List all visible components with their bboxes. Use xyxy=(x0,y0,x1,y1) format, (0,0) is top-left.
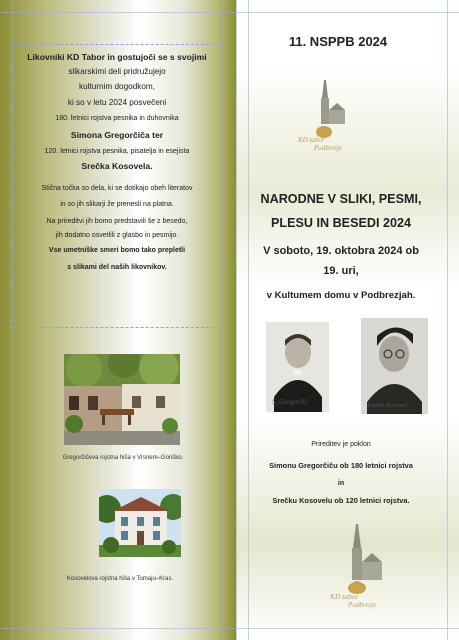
dedication-line2: Simonu Gregorčiču ob 180 letnici rojstva xyxy=(269,461,413,470)
gregorcic-signature: S. Gregorčič xyxy=(272,398,308,406)
intro-line: Likovniki KD Tabor in gostujoči se s svojimi xyxy=(27,52,207,62)
guide-line xyxy=(248,0,249,640)
kd-tabor-logo-bottom xyxy=(328,520,398,612)
guide-line xyxy=(447,0,448,640)
kosovel-portrait xyxy=(361,318,428,414)
event-headline-1: NARODNE V SLIKI, PESMI, xyxy=(260,192,422,206)
dedication-line1: Prireditev je poklon xyxy=(311,441,371,448)
intro-line: in so jih slikarji že prenesli na platna. xyxy=(60,201,174,209)
intro-line: 180. letnici rojstva pesnika in duhovnika xyxy=(55,115,179,123)
event-date-line1: V soboto, 19. oktobra 2024 ob xyxy=(263,245,419,257)
dedication-line3: in xyxy=(337,480,345,487)
intro-text-box xyxy=(10,44,224,328)
event-headline-2: PLESU IN BESEDI 2024 xyxy=(271,216,411,230)
kosovel-house-photo xyxy=(99,489,181,557)
logo-text-line2: Podbrezje xyxy=(314,144,343,152)
gregorcic-house-caption: Gregorčičeva rojstna hiša v Vrsnem–Goriško. xyxy=(62,455,184,461)
intro-line: slikarskimi deli pridružujejo xyxy=(68,66,166,76)
event-venue: v Kultumem domu v Podbrezjah. xyxy=(266,290,416,301)
page-title: 11. NSPPB 2024 xyxy=(288,34,388,49)
logo-text-line1: KD tabor xyxy=(298,136,325,144)
gregorcic-house-photo xyxy=(64,354,180,445)
intro-line: jih dodatno osvetlili z glasbo in pesmijo. xyxy=(55,231,179,239)
dedication-line4: Srečku Kosovelu ob 120 letnici rojstva. xyxy=(272,496,410,505)
kd-tabor-logo xyxy=(298,76,358,156)
intro-line: s slikami del naših likovnikov. xyxy=(67,263,167,271)
intro-line: Stična točka so dela, ki se dotikajo obeh literatov xyxy=(41,184,193,192)
guide-line xyxy=(0,12,459,13)
kosovel-house-caption: Kosovelova rojstna hiša v Tomaju–Kras. xyxy=(66,576,174,582)
logo-text-line2: Podbrezje xyxy=(348,601,377,609)
logo-text-line1: KD tabor xyxy=(330,592,359,601)
guide-line xyxy=(236,0,237,640)
event-date-line2: 19. uri, xyxy=(323,265,359,277)
intro-line: Simona Gregorčiča ter xyxy=(70,129,164,140)
intro-line: ki so v letu 2024 posvečeni xyxy=(67,97,167,107)
guide-line xyxy=(0,628,459,629)
gregorcic-portrait xyxy=(266,322,329,412)
intro-line: kulturnim dogodkom, xyxy=(79,82,155,92)
intro-line: Na prireditvi jih bomo predstavili še z besedo, xyxy=(46,217,188,225)
intro-line: Vse umetniške smeri bomo tako prepletli xyxy=(48,247,186,255)
intro-line: Srečka Kosovela. xyxy=(81,161,153,172)
kosovel-signature: Srečko Kosovel xyxy=(367,402,408,409)
intro-line: 120. letnici rojstva pesnika, pisatelja in esejista xyxy=(44,147,190,155)
